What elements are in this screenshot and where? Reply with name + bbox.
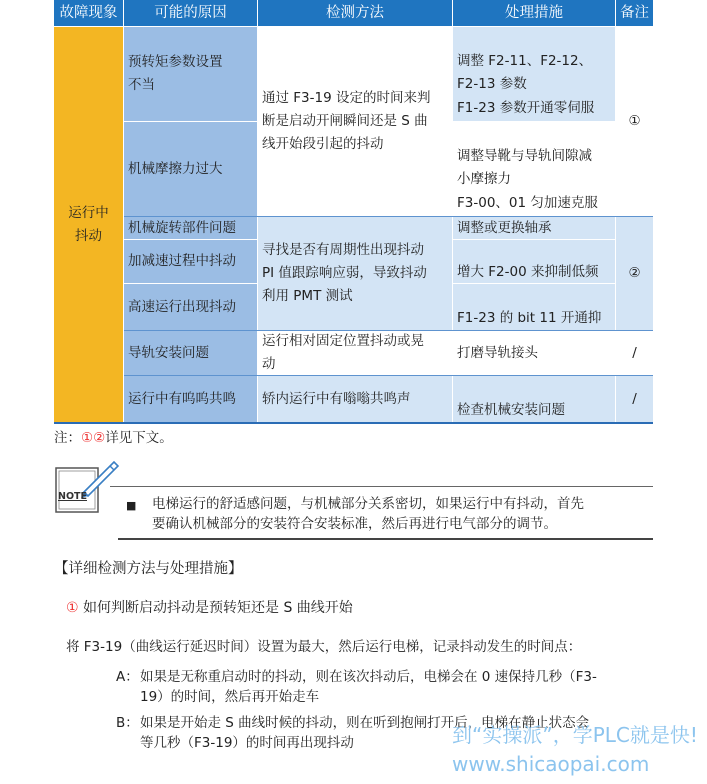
list-item-a-label: A： <box>116 669 139 685</box>
table-divider <box>124 216 653 217</box>
cause-text: 加减速过程中抖动 <box>128 253 236 269</box>
header-remark: 备注 <box>616 0 653 26</box>
method-cell-1 <box>258 27 452 216</box>
cause-text: 导轨安装问题 <box>128 344 209 361</box>
action-text: F1-23 的 bit 11 开通抑 <box>457 310 602 326</box>
remark-cell-3 <box>616 331 653 375</box>
action-text: 检查机械安装问题 <box>457 402 565 418</box>
method-cell-3 <box>258 331 452 375</box>
method-text: 轿内运行中有嗡嗡共鸣声 <box>262 390 411 407</box>
action-cell-6 <box>453 331 615 375</box>
action-cell-4 <box>453 240 615 283</box>
section-title: 【详细检测方法与处理措施】 <box>54 561 243 577</box>
list-item-b-label: B： <box>116 715 139 731</box>
note-top-rule <box>110 486 653 487</box>
subsection-mark: ① <box>66 600 79 616</box>
table-bottom-border <box>54 422 653 424</box>
cause-cell-5 <box>124 284 257 330</box>
paragraph: 将 F3-19（曲线运行延迟时间）设置为最大，然后运行电梯，记录抖动发生的时间点： <box>66 639 582 655</box>
action-cell-7 <box>453 376 615 422</box>
watermark-url: www.shicaopai.com <box>452 752 650 776</box>
action-cell-3 <box>453 217 615 239</box>
cause-cell-3 <box>124 217 257 239</box>
remark-text: ② <box>628 265 641 281</box>
action-text: 调整或更换轴承 <box>457 219 552 236</box>
cause-cell-4 <box>124 240 257 283</box>
note-icon-label: NOTE <box>58 491 87 502</box>
note-icon <box>54 458 120 516</box>
action-text: 调整 F2-11、F2-12、 F2-13 参数 F1-23 参数开通零伺服 <box>457 53 595 116</box>
cause-text: 机械摩擦力过大 <box>128 160 223 177</box>
note-bullet: ■ <box>126 499 137 512</box>
footnote-text: 详见下文。 <box>105 430 173 446</box>
phenomenon-cell <box>54 27 123 422</box>
header-phenomenon: 故障现象 <box>54 0 123 26</box>
method-text: 通过 F3-19 设定的时间来判 断是启动开闸瞬间还是 S 曲 线开始段引起的抖动 <box>262 90 431 152</box>
cause-cell-2 <box>124 122 257 216</box>
pencil-note-icon <box>54 458 120 516</box>
remark-cell-1 <box>616 27 653 216</box>
table-divider <box>124 375 653 376</box>
watermark-slogan: 到“实操派”，学PLC就是快! <box>452 723 698 747</box>
subsection-heading <box>66 597 353 619</box>
method-text: 运行相对固定位置抖动或晃 动 <box>262 333 424 372</box>
note-text: 电梯运行的舒适感问题，与机械部分关系密切，如果运行中有抖动，首先 要确认机械部分的安装符合安装标准，然后再进行电气部分的调节。 <box>152 496 584 532</box>
action-text: 调整导靴与导轨间隙减 小摩擦力 F3-00、01 匀加速克服 <box>457 148 598 211</box>
action-text: 增大 F2-00 来抑制低频 <box>457 263 599 280</box>
action-cell-2 <box>453 122 615 216</box>
header-cause: 可能的原因 <box>124 0 257 26</box>
cause-text: 运行中有呜呜共鸣 <box>128 390 236 407</box>
method-text: 寻找是否有周期性出现抖动 PI 值跟踪响应弱，导致抖动 利用 PMT 测试 <box>262 242 427 304</box>
cause-cell-1 <box>124 27 257 121</box>
action-cell-1 <box>453 27 615 121</box>
subsection-title: 如何判断启动抖动是预转矩还是 S 曲线开始 <box>78 600 353 616</box>
cause-text: 高速运行出现抖动 <box>128 298 236 315</box>
cause-cell-6 <box>124 331 257 375</box>
header-action: 处理措施 <box>453 0 615 26</box>
footnote-prefix: 注： <box>54 430 81 446</box>
action-cell-5 <box>453 284 615 330</box>
note-bottom-rule <box>118 538 653 540</box>
cause-text: 机械旋转部件问题 <box>128 219 236 236</box>
cause-text: 预转矩参数设置 不当 <box>128 54 223 93</box>
remark-text: / <box>632 344 637 361</box>
method-cell-2 <box>258 217 452 330</box>
remark-text: ① <box>628 113 641 129</box>
table-divider <box>124 330 653 331</box>
method-cell-4 <box>258 376 452 422</box>
action-text: 打磨导轨接头 <box>457 344 538 361</box>
cause-cell-7 <box>124 376 257 422</box>
remark-cell-2 <box>616 217 653 330</box>
list-item-a-text: 如果是无称重启动时的抖动，则在该次抖动后，电梯会在 0 速保持几秒（F3- 19）的时间，然后再开始走车 <box>140 669 597 705</box>
remark-cell-4 <box>616 376 653 422</box>
remark-text: / <box>632 390 637 407</box>
table-footnote <box>54 428 173 448</box>
list-item-b-text: 如果是开始走 S 曲线时候的抖动，则在听到抱闸打开后，电梯在静止状态会 等几秒（F3-19）的时间再出现抖动 <box>140 715 590 751</box>
phenomenon-text: 运行中 抖动 <box>68 204 109 244</box>
footnote-marks: ①② <box>81 430 106 446</box>
header-method: 检测方法 <box>258 0 452 26</box>
